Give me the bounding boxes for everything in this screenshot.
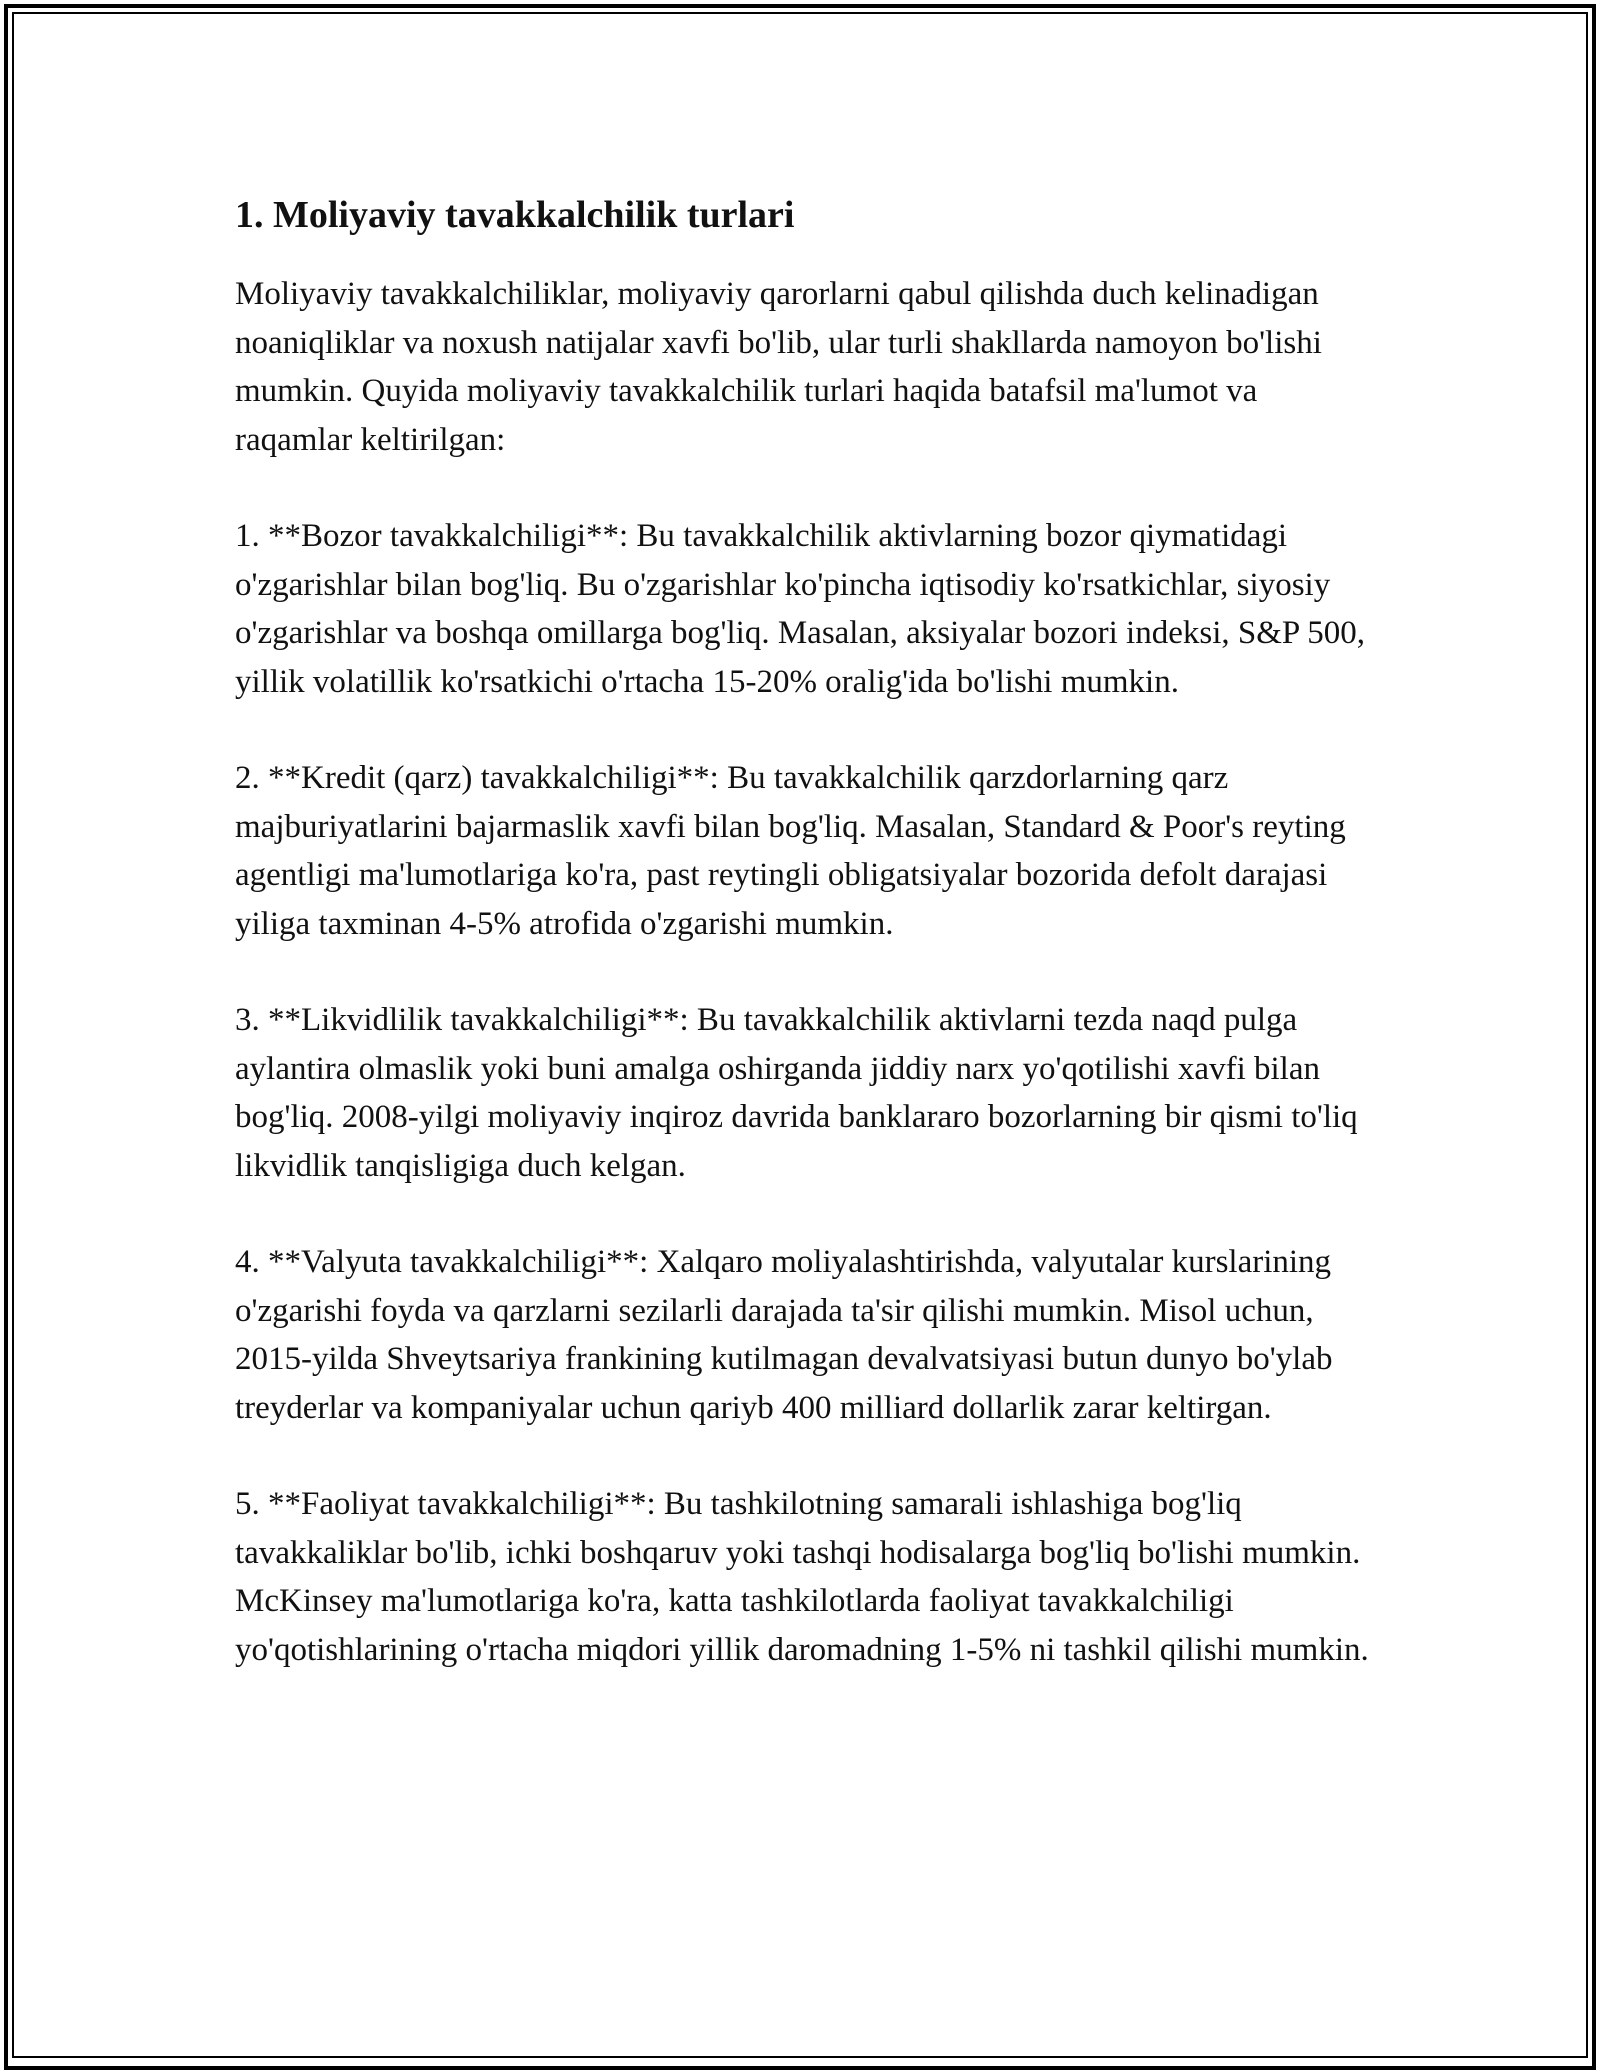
document-body (235, 180, 1375, 1722)
operational-risk-paragraph: 5. **Faoliyat tavakkalchiligi**: Bu tashkilotning samarali ishlashiga bog'liq tavakkaliklar bo'lib, ichki boshqaruv yoki tashqi hodisalarga bog'liq bo'lishi mumkin. McKinsey ma'lumotlariga ko'ra, katta tashkilotlarda faoliyat tavakkalchiligi yo'qotishlarining o'rtacha miqdori yillik daromadning 1-5% ni tashkil qilishi mumkin. (235, 1486, 1369, 1668)
currency-risk-paragraph: 4. **Valyuta tavakkalchiligi**: Xalqaro moliyalashtirishda, valyutalar kurslarining o'zgarishi foyda va qarzlarni sezilarli darajada ta'sir qilishi mumkin. Misol uchun, 2015-yilda Shveytsariya frankining kutilmagan devalvatsiyasi butun dunyo bo'ylab treyderlar va kompaniyalar uchun qariyb 400 milliard dollarlik zarar keltirgan. (235, 1244, 1333, 1426)
liquidity-risk-paragraph: 3. **Likvidlilik tavakkalchiligi**: Bu tavakkalchilik aktivlarni tezda naqd pulga aylantira olmaslik yoki buni amalga oshirganda jiddiy narx yo'qotilishi xavfi bilan bog'liq. 2008-yilgi moliyaviy inqiroz davrida banklararo bozorlarning bir qismi to'liq likvidlik tanqisligiga duch kelgan. (235, 1002, 1358, 1184)
credit-risk-paragraph: 2. **Kredit (qarz) tavakkalchiligi**: Bu tavakkalchilik qarzdorlarning qarz majburiyatlarini bajarmaslik xavfi bilan bog'liq. Masalan, Standard & Poor's reyting agentligi ma'lumotlariga ko'ra, past reytingli obligatsiyalar bozorida defolt darajasi yiliga taxminan 4-5% atrofida o'zgarishi mumkin. (235, 760, 1346, 942)
market-risk-paragraph: 1. **Bozor tavakkalchiligi**: Bu tavakkalchilik aktivlarning bozor qiymatidagi o'zgarishlar bilan bog'liq. Bu o'zgarishlar ko'pincha iqtisodiy ko'rsatkichlar, siyosiy o'zgarishlar va boshqa omillarga bog'liq. Masalan, aksiyalar bozori indeksi, S&P 500, yillik volatillik ko'rsatkichi o'rtacha 15-20% oralig'ida bo'lishi mumkin. (235, 518, 1366, 700)
intro-paragraph: Moliyaviy tavakkalchiliklar, moliyaviy qarorlarni qabul qilishda duch kelinadigan noaniqliklar va noxush natijalar xavfi bo'lib, ular turli shakllarda namoyon bo'lishi mumkin. Quyida moliyaviy tavakkalchilik turlari haqida batafsil ma'lumot va raqamlar keltirilgan: (235, 276, 1322, 458)
document-title: 1. Moliyaviy tavakkalchilik turlari (235, 194, 795, 236)
